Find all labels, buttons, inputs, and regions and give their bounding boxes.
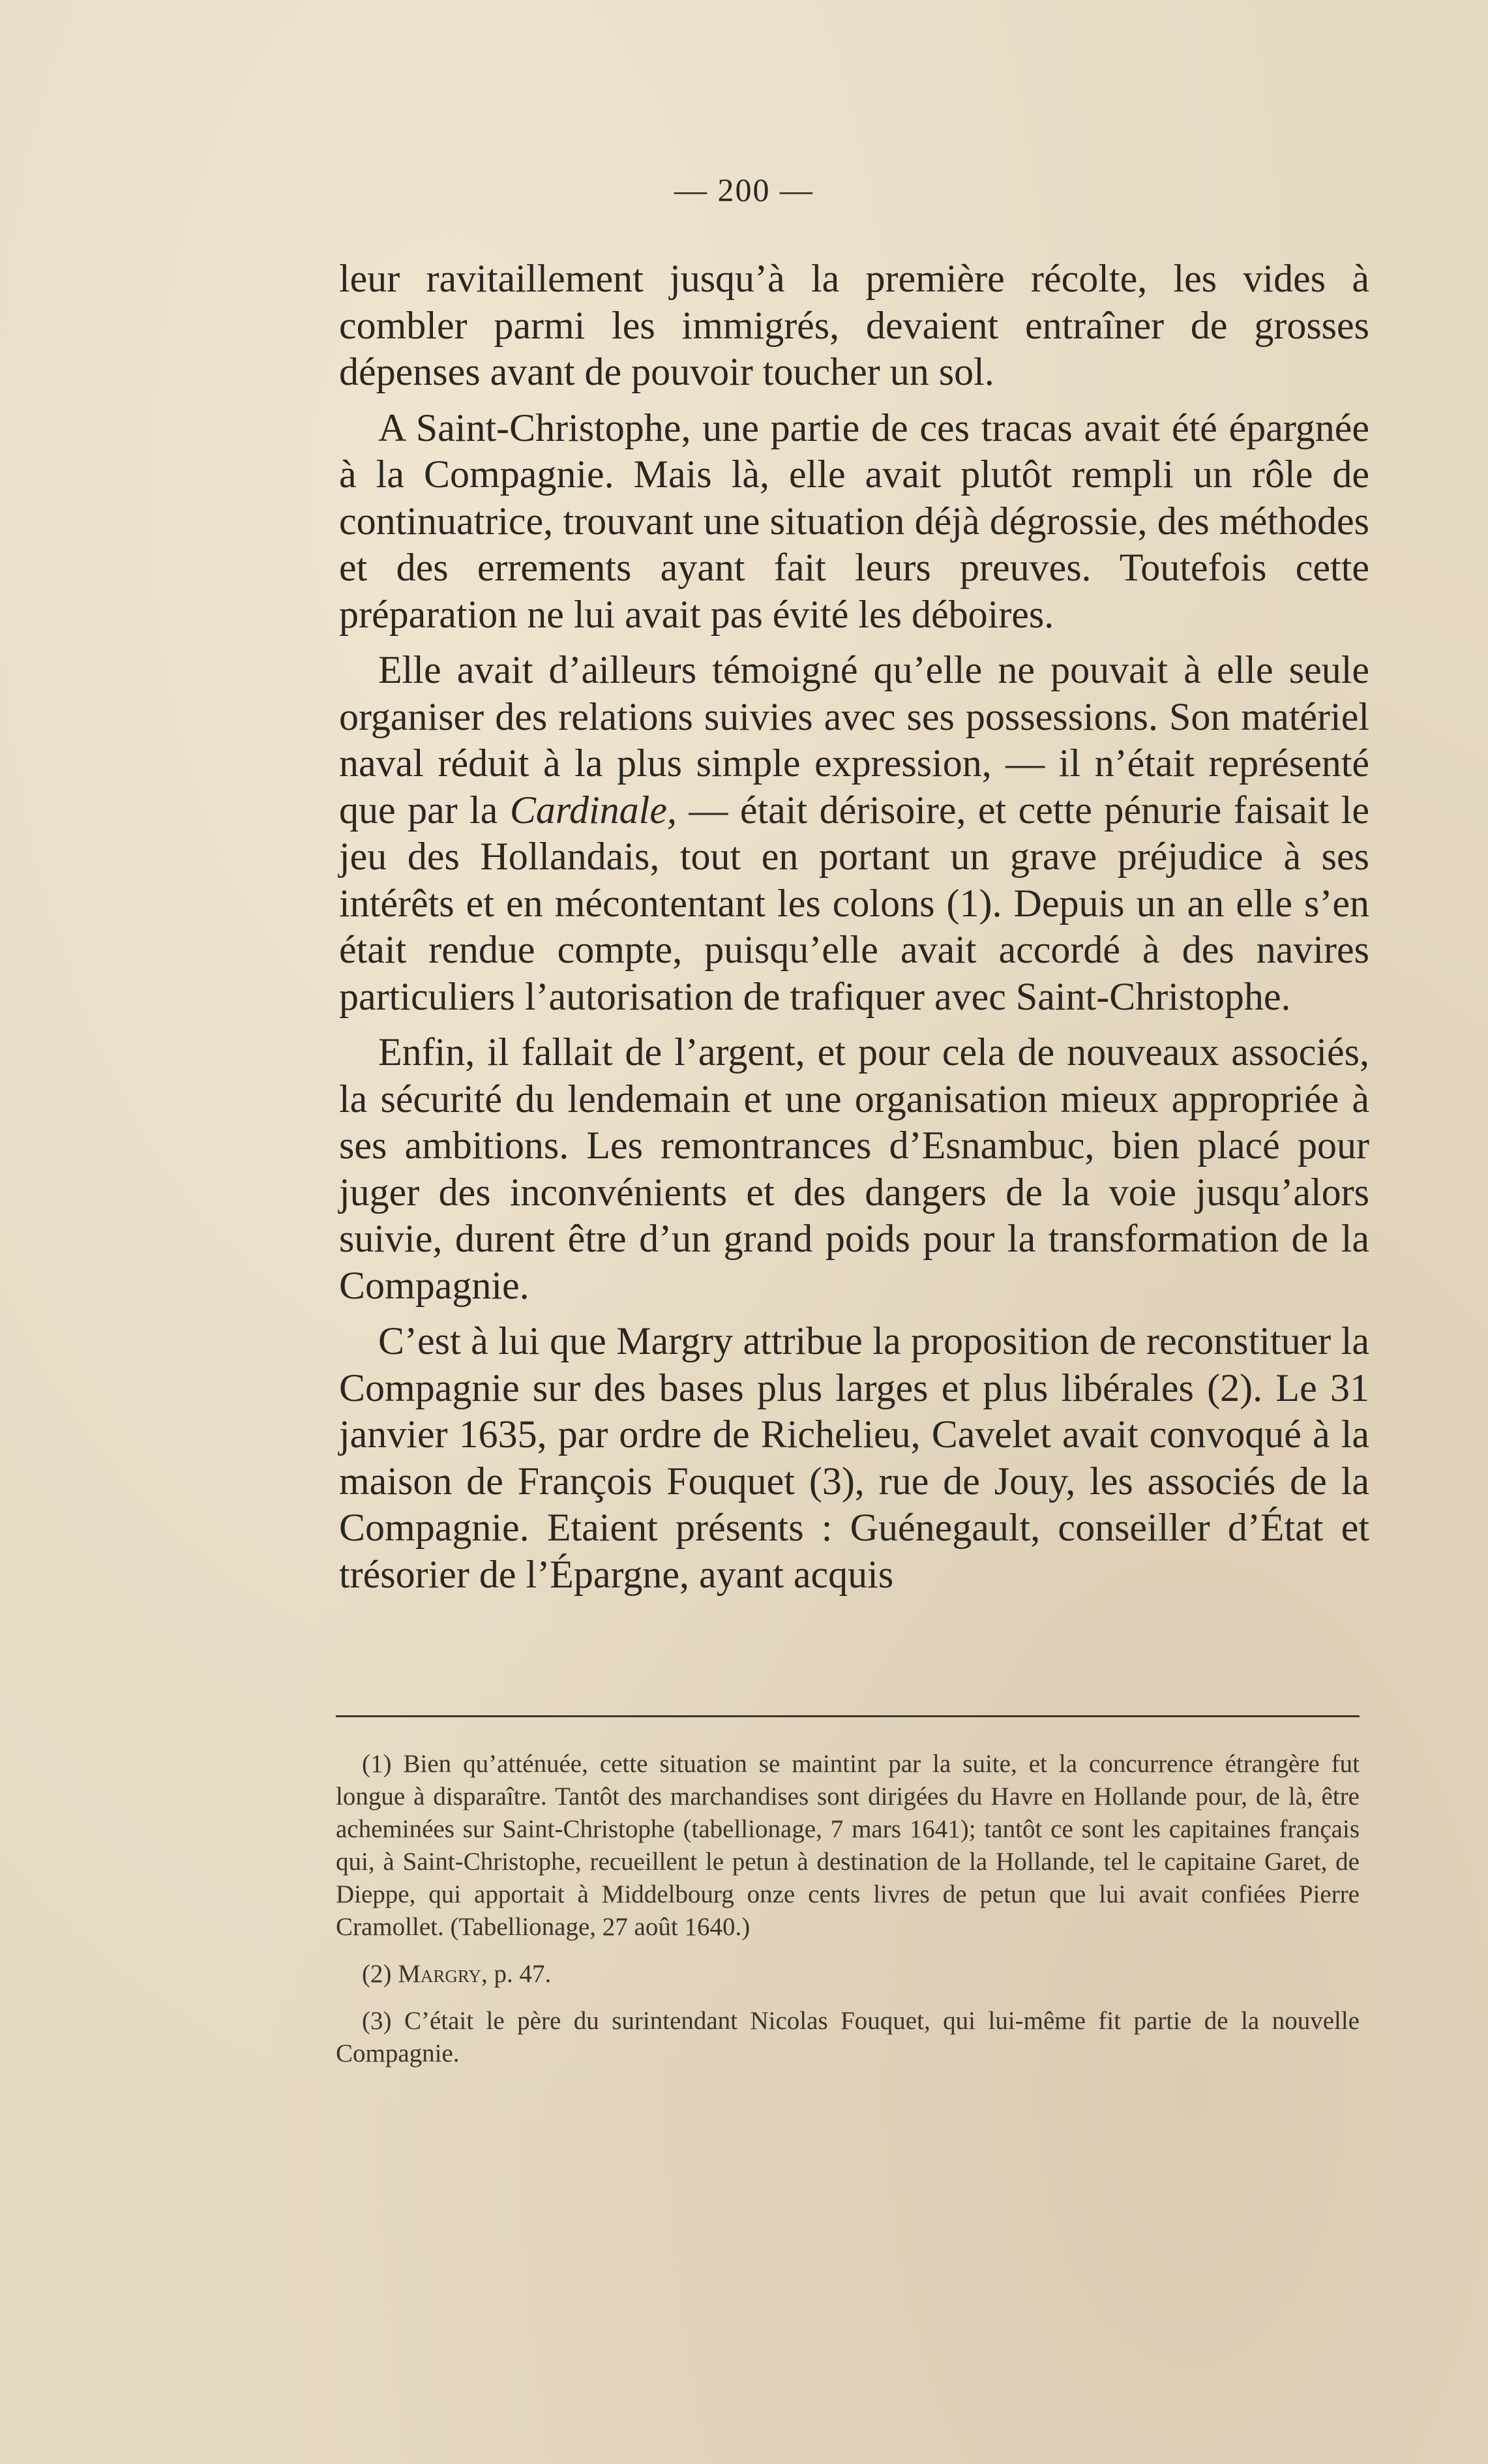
- footnote-2-prefix: (2): [362, 1960, 398, 1988]
- paragraph-3-before: Elle avait d’ailleurs témoigné qu’elle ne pouvait à elle seule organiser des relations suivies avec ses possessions. Son matériel naval réduit à la plus simple expression, — il n’était représenté que par la: [339, 648, 1369, 832]
- paragraph-3: [339, 647, 1369, 1020]
- footnote-1: (1) Bien qu’atténuée, cette situation se maintint par la suite, et la concurrence étrangère fut longue à disparaître. Tantôt des marchandises sont dirigées du Havre en Hollande pour, de là, être acheminées sur Saint-Christophe (tabellionage, 7 mars 1641); tantôt ce sont les capitaines français qui, à Saint-Christophe, recueillent le petun à destination de la Hollande, tel le capitaine Garet, de Dieppe, qui apportait à Middelbourg onze cents livres de petun que lui avait confiées Pierre Cramollet. (Tabellionage, 27 août 1640.): [336, 1750, 1360, 1941]
- ship-name-cardinale: Cardinale,: [509, 788, 677, 832]
- footnote-2-suffix: , p. 47.: [481, 1960, 552, 1988]
- footnote-3: (3) C’était le père du surintendant Nicolas Fouquet, qui lui-même fit partie de la nouvelle Compagnie.: [336, 2007, 1360, 2067]
- page-number: — 200 —: [674, 172, 814, 208]
- paragraph-3-after: — était dérisoire, et cette pénurie faisait le jeu des Hollandais, tout en portant un grave préjudice à ses intérêts et en mécontentant les colons (1). Depuis un an elle s’en était rendue compte, puisqu’elle avait accordé à des navires particuliers l’autorisation de trafiquer avec Saint-Christophe.: [339, 788, 1370, 1018]
- footnote-2: [336, 1958, 1360, 1991]
- footnote-2-author: Margry: [398, 1960, 481, 1988]
- footnotes: [336, 1748, 1360, 2084]
- paragraph-5: C’est à lui que Margry attribue la proposition de reconstituer la Compagnie sur des bases plus larges et plus libérales (2). Le 31 janvier 1635, par ordre de Richelieu, Cavelet avait convoqué à la maison de François Fouquet (3), rue de Jouy, les associés de la Compagnie. Etaient présents : Guénegault, conseiller d’État et trésorier de l’Épargne, ayant acquis: [339, 1319, 1369, 1596]
- footnote-divider: [336, 1715, 1360, 1717]
- body-text: [339, 256, 1369, 1607]
- paragraph-2: A Saint-Christophe, une partie de ces tracas avait été épargnée à la Compagnie. Mais là, elle avait plutôt rempli un rôle de continuatrice, trouvant une situation déjà dégrossie, des méthodes et des errements ayant fait leurs preuves. Toutefois cette préparation ne lui avait pas évité les déboires.: [339, 406, 1369, 636]
- paragraph-4: Enfin, il fallait de l’argent, et pour cela de nouveaux associés, la sécurité du lendemain et une organisation mieux appropriée à ses ambitions. Les remontrances d’Esnambuc, bien placé pour juger des inconvénients et des dangers de la voie jusqu’alors suivie, durent être d’un grand poids pour la transformation de la Compagnie.: [339, 1030, 1369, 1307]
- paragraph-1: leur ravitaillement jusqu’à la première récolte, les vides à combler parmi les immigrés, devaient entraîner de grosses dépenses avant de pouvoir toucher un sol.: [339, 257, 1369, 393]
